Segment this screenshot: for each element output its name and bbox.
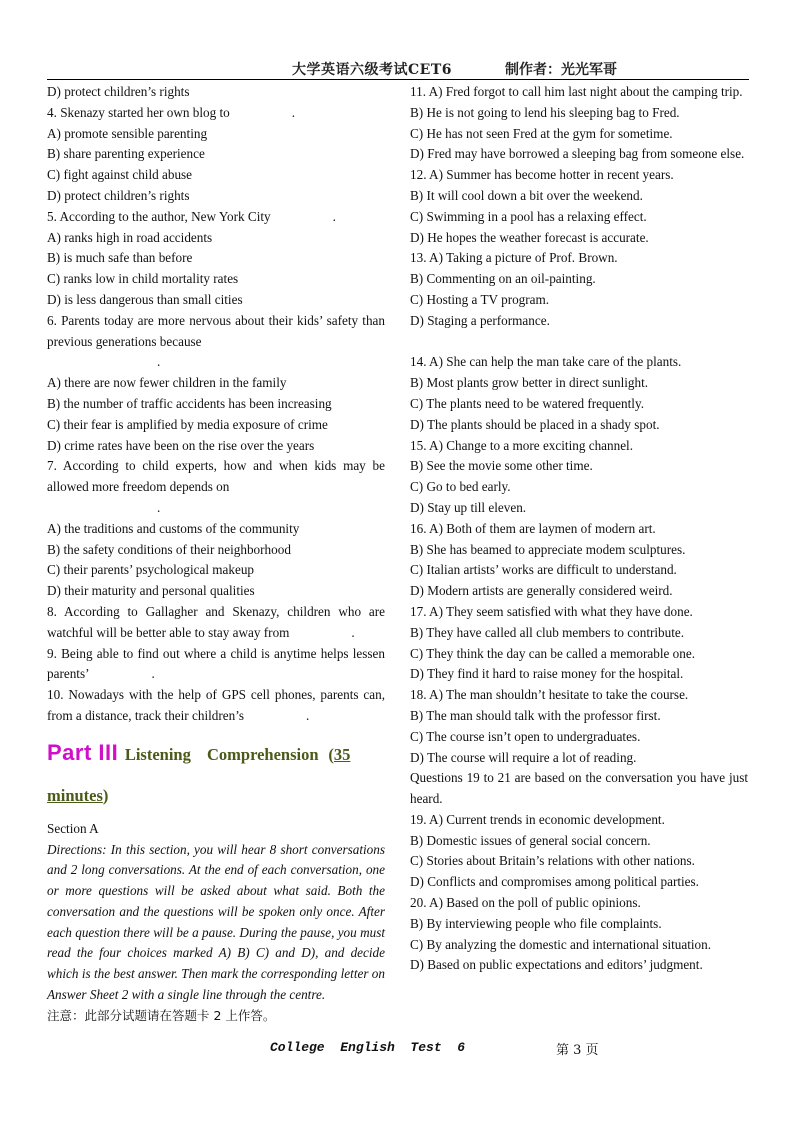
option-4a: A) promote sensible parenting	[47, 125, 208, 141]
page-header	[47, 57, 749, 80]
option-19a: 19. A) Current trends in economic development.	[410, 811, 665, 827]
option-15c: C) Go to bed early.	[410, 479, 511, 495]
option-6c: C) their fear is amplified by media exposure of crime	[47, 416, 328, 432]
option-18d: D) The course will require a lot of reading.	[410, 749, 637, 765]
option-11a: 11. A) Fred forgot to call him last night about the camping trip.	[410, 84, 743, 99]
page-footer	[270, 1040, 630, 1058]
option-13b: B) Commenting on an oil-painting.	[410, 271, 596, 287]
option-14a: 14. A) She can help the man take care of the plants.	[410, 354, 682, 370]
answer-blank-line: .	[157, 499, 161, 515]
section-label: Section A	[47, 820, 99, 836]
conversation-intro: Questions 19 to 21 are based on the conversation you have just heard.	[410, 770, 748, 807]
answer-sheet-note: 注意：此部分试题请在答题卡 2 上作答。	[47, 1007, 276, 1023]
option-6d: D) crime rates have been on the rise over the years	[47, 437, 315, 453]
question-5: 5. According to the author, New York City .	[47, 208, 336, 224]
header-author: 制作者：光光军哥	[505, 62, 617, 78]
option-7a: A) the traditions and customs of the community	[47, 520, 300, 536]
option-20a: 20. A) Based on the poll of public opinions.	[410, 895, 641, 911]
option-6b: B) the number of traffic accidents has been increasing	[47, 395, 332, 411]
right-column	[410, 82, 748, 976]
part-minutes-number: 35	[333, 744, 351, 764]
option-5c: C) ranks low in child mortality rates	[47, 271, 239, 287]
option-12c: C) Swimming in a pool has a relaxing effect.	[410, 208, 647, 224]
option-5a: A) ranks high in road accidents	[47, 229, 213, 245]
option-line: D) protect children’s rights	[47, 84, 190, 99]
option-20b: B) By interviewing people who file complaints.	[410, 915, 662, 931]
option-18a: 18. A) The man shouldn’t hesitate to take the course.	[410, 687, 689, 703]
option-7c: C) their parents’ psychological makeup	[47, 562, 255, 578]
option-17a: 17. A) They seem satisfied with what they have done.	[410, 603, 693, 619]
option-18b: B) The man should talk with the professor first.	[410, 707, 661, 723]
option-16d: D) Modern artists are generally considered weird.	[410, 583, 673, 599]
option-16b: B) She has beamed to appreciate modem sculptures.	[410, 541, 686, 557]
part-close-paren: )	[102, 785, 109, 805]
question-text: 10. Nowadays with the help of GPS cell phones, parents can, from a distance, track their children’s	[47, 687, 385, 723]
footer-label: College English Test 6	[270, 1040, 466, 1055]
option-14b: B) Most plants grow better in direct sunlight.	[410, 375, 649, 391]
option-12d: D) He hopes the weather forecast is accurate.	[410, 229, 649, 245]
part-open-paren: (	[328, 744, 334, 764]
option-4c: C) fight against child abuse	[47, 167, 193, 183]
option-15d: D) Stay up till eleven.	[410, 499, 527, 515]
option-17b: B) They have called all club members to contribute.	[410, 624, 685, 640]
question-text: 9. Being able to find out where a child is anytime helps lessen parents’	[47, 645, 385, 682]
question-text: 8. According to Gallagher and Skenazy, children who are watchful will be better able to stay away from	[47, 603, 385, 640]
option-15a: 15. A) Change to a more exciting channel.	[410, 437, 634, 453]
question-9: 9. Being able to find out where a child is anytime helps lessen parents’ .	[47, 645, 385, 682]
option-11c: C) He has not seen Fred at the gym for sometime.	[410, 125, 673, 141]
question-8: 8. According to Gallagher and Skenazy, children who are watchful will be better able to stay away from .	[47, 603, 385, 640]
option-16c: C) Italian artists’ works are difficult to understand.	[410, 562, 677, 578]
directions-label: Directions:	[47, 841, 107, 857]
option-11d: D) Fred may have borrowed a sleeping bag from someone else.	[410, 146, 745, 162]
question-text: 4. Skenazy started her own blog to	[47, 104, 230, 120]
spacer	[410, 332, 748, 353]
part-heading	[47, 727, 385, 817]
page-number: 第 3 页	[556, 1043, 599, 1058]
option-13c: C) Hosting a TV program.	[410, 291, 550, 307]
option-5b: B) is much safe than before	[47, 250, 193, 266]
option-20d: D) Based on public expectations and editors’ judgment.	[410, 957, 703, 973]
part-name: Part III	[47, 739, 119, 765]
option-19b: B) Domestic issues of general social concern.	[410, 832, 651, 848]
option-6a: A) there are now fewer children in the family	[47, 375, 287, 391]
option-11b: B) He is not going to lend his sleeping bag to Fred.	[410, 104, 680, 120]
question-4: 4. Skenazy started her own blog to .	[47, 104, 296, 120]
option-15b: B) See the movie some other time.	[410, 458, 593, 474]
question-10: 10. Nowadays with the help of GPS cell phones, parents can, from a distance, track their children’s .	[47, 687, 385, 723]
part-title: Listening Comprehension	[124, 744, 319, 764]
option-13a: 13. A) Taking a picture of Prof. Brown.	[410, 250, 618, 266]
directions	[47, 840, 385, 1006]
left-column	[47, 82, 385, 1027]
option-12a: 12. A) Summer has become hotter in recent years.	[410, 167, 674, 183]
option-7b: B) the safety conditions of their neighborhood	[47, 541, 291, 557]
option-13d: D) Staging a performance.	[410, 312, 550, 328]
option-19c: C) Stories about Britain’s relations with other nations.	[410, 853, 695, 869]
question-7: 7. According to child experts, how and when kids may be allowed more freedom depends on	[47, 458, 385, 495]
option-20c: C) By analyzing the domestic and international situation.	[410, 936, 712, 952]
option-19d: D) Conflicts and compromises among political parties.	[410, 874, 699, 890]
option-18c: C) The course isn’t open to undergraduates.	[410, 728, 641, 744]
option-17c: C) They think the day can be called a memorable one.	[410, 645, 696, 661]
option-12b: B) It will cool down a bit over the weekend.	[410, 187, 643, 203]
part-minutes-label: minutes	[47, 785, 103, 805]
option-16a: 16. A) Both of them are laymen of modern art.	[410, 520, 656, 536]
option-14d: D) The plants should be placed in a shady spot.	[410, 416, 660, 432]
header-title: 大学英语六级考试CET6	[292, 62, 452, 78]
option-7d: D) their maturity and personal qualities	[47, 583, 255, 599]
question-text: 5. According to the author, New York City	[47, 208, 271, 224]
option-4b: B) share parenting experience	[47, 146, 205, 162]
option-17d: D) They find it hard to raise money for the hospital.	[410, 666, 684, 682]
question-6: 6. Parents today are more nervous about their kids’ safety than previous generations because	[47, 312, 385, 349]
directions-text: In this section, you will hear 8 short conversations and 2 long conversations. At the end of each conversation, one or more questions will be asked about what said. Both the conversation and the questions will be spoken only once. After each question there will be a pause. During the pause, you must read the four choices marked A) B) C) and D), and decide which is the best answer. Then mark the corresponding letter on Answer Sheet 2 with a single line through the centre.	[47, 841, 386, 1003]
option-4d: D) protect children’s rights	[47, 187, 190, 203]
option-5d: D) is less dangerous than small cities	[47, 291, 243, 307]
option-14c: C) The plants need to be watered frequently.	[410, 395, 644, 411]
answer-blank-line: .	[157, 354, 161, 370]
